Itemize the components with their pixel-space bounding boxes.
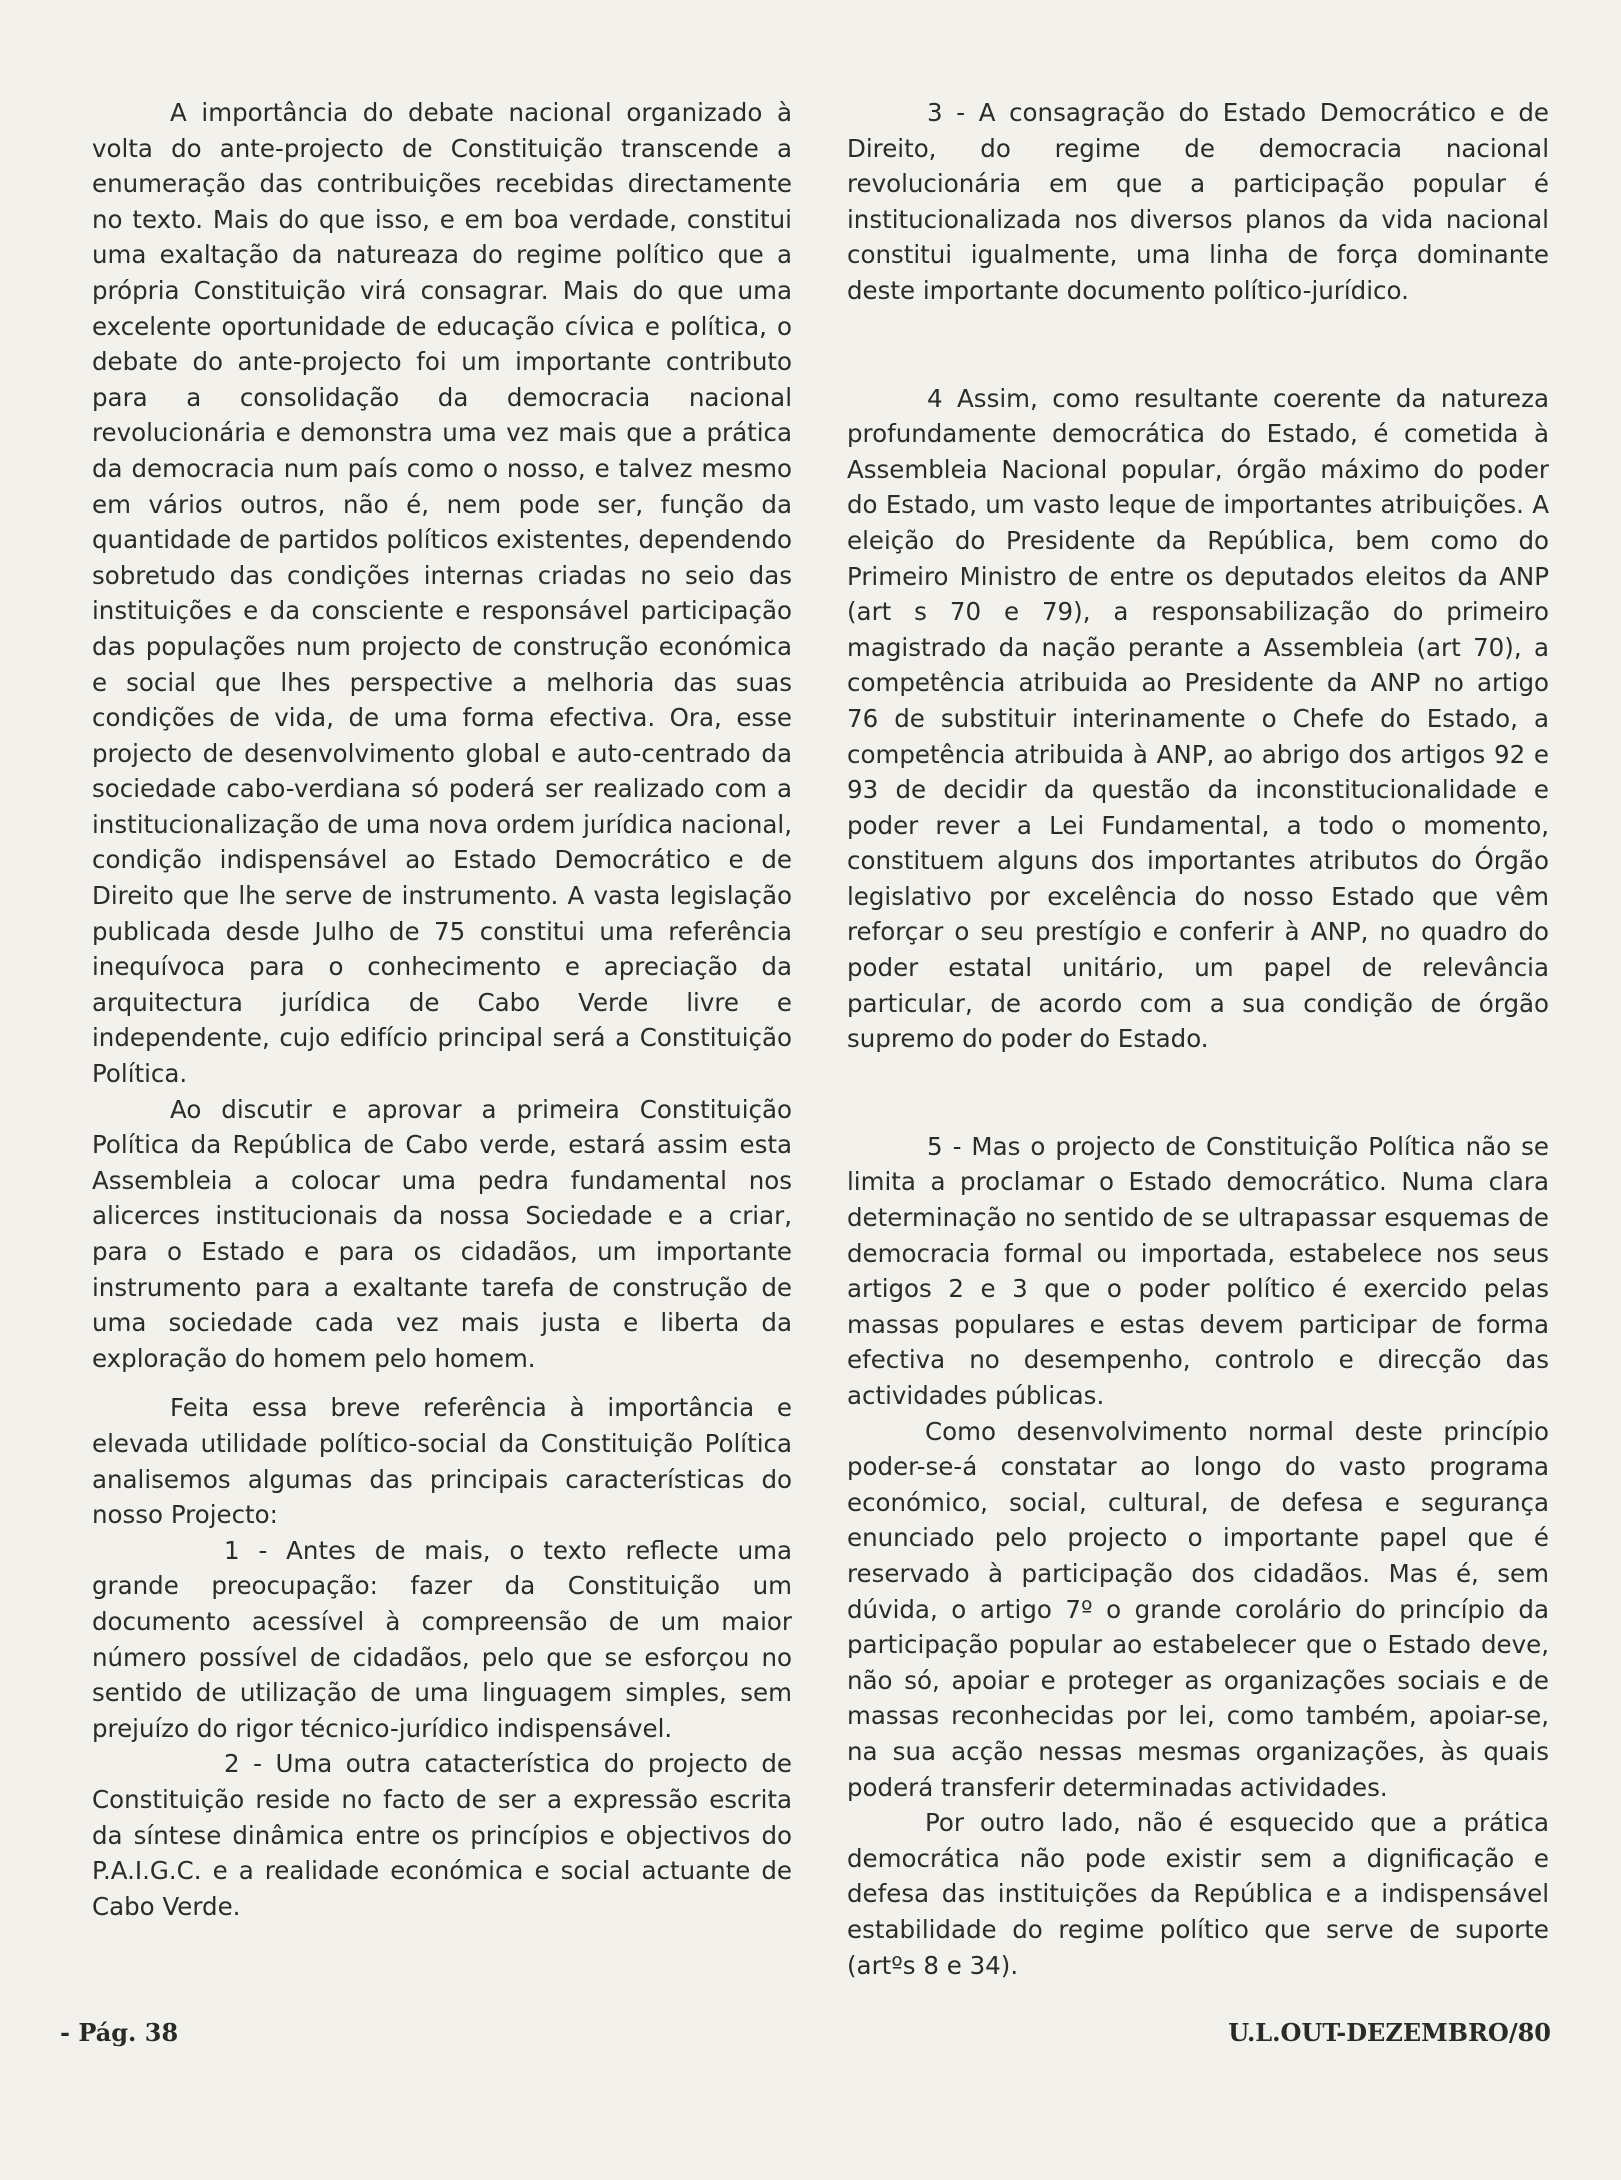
left-column bbox=[92, 95, 792, 1924]
paragraph-item-3: 3 - A consagração do Estado Democrático e de Direito, do regime de democracia nacional revolucionária em que a participação popular é institucionalizada nos diversos planos da vida nacional constitui igualmente, uma linha de força dominante deste importante documento político-jurídico. bbox=[847, 98, 1549, 305]
spacer bbox=[92, 1376, 792, 1390]
paragraph-participation: Como desenvolvimento normal deste princípio poder-se-á constatar ao longo do vasto programa económico, social, cultural, de defesa e segurança enunciado pelo projecto o importante papel que é reservado à participação dos cidadãos. Mas é, sem dúvida, o artigo 7º o grande corolário do princípio da participação popular ao estabelecer que o Estado deve, não só, apoiar e proteger as organizações sociais e de massas reconhecidas por lei, como também, apoiar-se, na sua acção nessas mesmas organizações, às quais poderá transferir determinadas actividades. bbox=[847, 1416, 1549, 1802]
paragraph-item-2: 2 - Uma outra catacterística do projecto de Constituição reside no facto de ser a expressão escrita da síntese dinâmica entre os princípios e objectivos do P.A.I.G.C. e a realidade económica e social actuante de Cabo Verde. bbox=[92, 1749, 792, 1921]
paragraph-item-4: 4 Assim, como resultante coerente da natureza profundamente democrática do Estado, é cometida à Assembleia Nacional popular, órgão máximo do poder do Estado, um vasto leque de importantes atribuições. A eleição do Presidente da República, bem como do Primeiro Ministro de entre os deputados eleitos da ANP (art s 70 e 79), a responsabilização do primeiro magistrado da nação perante a Assembleia (art 70), a competência atribuida ao Presidente da ANP no artigo 76 de substituir interinamente o Chefe do Estado, a competência atribuida à ANP, ao abrigo dos artigos 92 e 93 de decidir da questão da inconstitucionalidade e poder rever a Lei Fundamental, a todo o momento, constituem alguns dos importantes atributos do Órgão legislativo por excelência do nosso Estado que vêm reforçar o seu prestígio e conferir à ANP, no quadro do poder estatal unitário, um papel de relevância particular, de acordo com a sua condição de órgão supremo do poder do Estado. bbox=[847, 383, 1549, 1054]
right-column bbox=[847, 95, 1549, 1983]
spacer bbox=[847, 309, 1549, 381]
paragraph-assembly: Ao discutir e aprovar a primeira Constituição Política da República de Cabo verde, estará assim esta Assembleia a colocar uma pedra fundamental nos alicerces institucionais da nossa Sociedade e a criar, para o Estado e para os cidadãos, um importante instrumento para a exaltante tarefa de construção de uma sociedade cada vez mais justa e liberta da exploração do homem pelo homem. bbox=[92, 1094, 792, 1373]
page-number: - Pág. 38 bbox=[60, 2018, 179, 2047]
paragraph-item-5: 5 - Mas o projecto de Constituição Política não se limita a proclamar o Estado democrático. Numa clara determinação no sentido de se ultrapassar esquemas de democracia formal ou importada, estabelece nos seus artigos 2 e 3 que o poder político é exercido pelas massas populares e estas devem participar de forma efectiva no desempenho, controlo e direcção das actividades públicas. bbox=[847, 1131, 1549, 1410]
paragraph-stability: Por outro lado, não é esquecido que a prática democrática não pode existir sem a dignificação e defesa das instituições da República e a indispensável estabilidade do regime político que serve de suporte (artºs 8 e 34). bbox=[847, 1808, 1549, 1980]
spacer bbox=[847, 1057, 1549, 1129]
paragraph-intro: A importância do debate nacional organizado à volta do ante-projecto de Constituição transcende a enumeração das contribuições recebidas directamente no texto. Mais do que isso, e em boa verdade, constitui uma exaltação da natureaza do regime político que a própria Constituição virá consagrar. Mais do que uma excelente oportunidade de educação cívica e política, o debate do ante-projecto foi um importante contributo para a consolidação da democracia nacional revolucionária e demonstra uma vez mais que a prática da democracia num país como o nosso, e talvez mesmo em vários outros, não é, nem pode ser, função da quantidade de partidos políticos existentes, dependendo sobretudo das condições internas criadas no seio das instituições e da consciente e responsável participação das populações num projecto de construção económica e social que lhes perspective a melhoria das suas condições de vida, de uma forma efectiva. Ora, esse projecto de desenvolvimento global e auto-centrado da sociedade cabo-verdiana só poderá ser realizado com a institucionalização de uma nova ordem jurídica nacional, condição indispensável ao Estado Democrático e de Direito que lhe serve de instrumento. A vasta legislação publicada desde Julho de 75 constitui uma referência inequívoca para o conhecimento e apreciação da arquitectura jurídica de Cabo Verde livre e independente, cujo edifício principal será a Constituição Política. bbox=[92, 98, 792, 1089]
issue-label: U.L.OUT-DEZEMBRO/80 bbox=[1228, 2018, 1551, 2047]
paragraph-item-1: 1 - Antes de mais, o texto reflecte uma grande preocupação: fazer da Constituição um documento acessível à compreensão de um maior número possível de cidadãos, pelo que se esforçou no sentido de utilização de uma linguagem simples, sem prejuízo do rigor técnico-jurídico indispensável. bbox=[92, 1535, 792, 1743]
paragraph-characteristics: Feita essa breve referência à importância e elevada utilidade político-social da Constituição Política analisemos algumas das principais características do nosso Projecto: bbox=[92, 1393, 792, 1530]
